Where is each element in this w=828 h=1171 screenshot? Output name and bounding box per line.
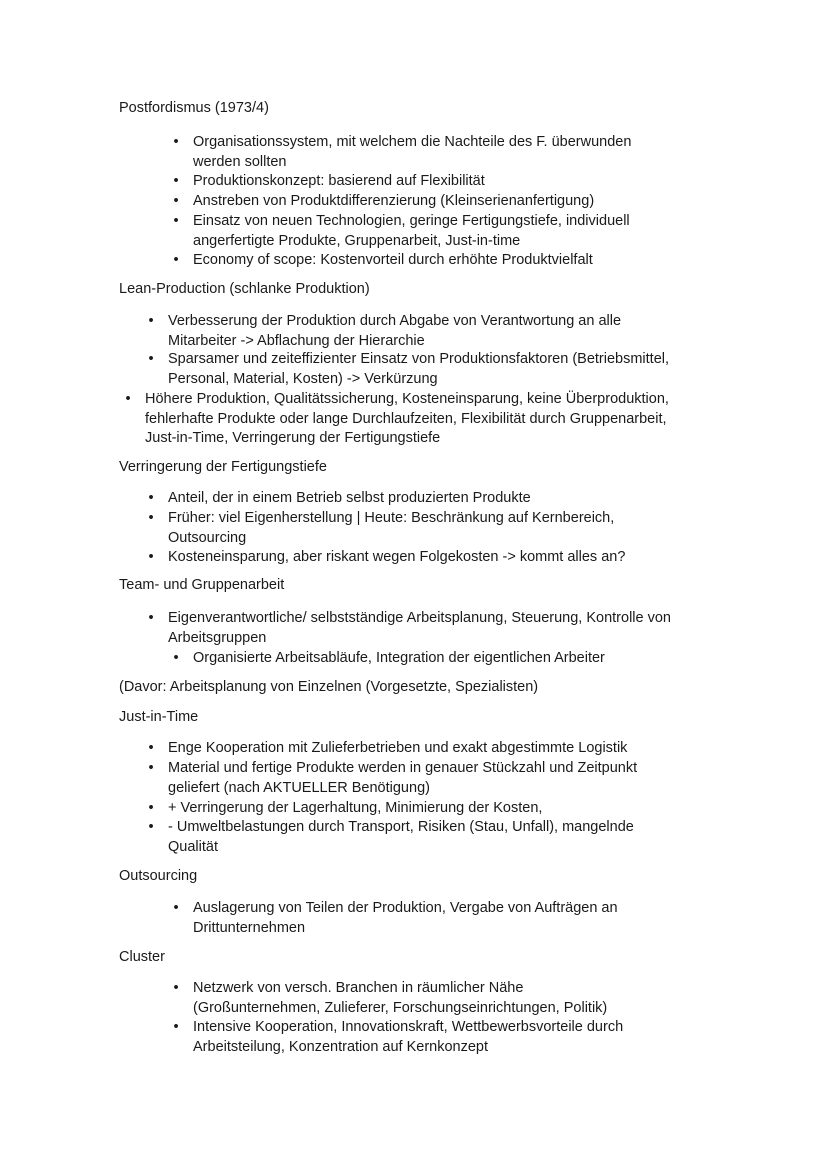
bullet-text-line: Intensive Kooperation, Innovationskraft, Wettbewerbsvorteile durch: [193, 1019, 624, 1035]
section-heading: Outsourcing: [119, 868, 198, 884]
bullet-icon: •: [173, 193, 179, 209]
bullet-text-line: Auslagerung von Teilen der Produktion, Vergabe von Aufträgen an: [193, 900, 618, 916]
bullet-icon: •: [173, 134, 179, 150]
bullet-text-line: fehlerhafte Produkte oder lange Durchlaufzeiten, Flexibilität durch Gruppenarbeit,: [145, 410, 667, 427]
bullet-text-line: Enge Kooperation mit Zulieferbetrieben und exakt abgestimmte Logistik: [168, 740, 628, 756]
bullet-icon: •: [173, 980, 179, 996]
bullet-text-line: Eigenverantwortliche/ selbstständige Arbeitsplanung, Steuerung, Kontrolle von: [168, 610, 671, 626]
bullet-icon: •: [148, 819, 154, 835]
section-heading: Cluster: [119, 949, 165, 965]
bullet-icon: •: [148, 760, 154, 776]
bullet-text-line: Anstreben von Produktdifferenzierung (Kleinserienanfertigung): [193, 193, 595, 209]
bullet-text-line: Organisierte Arbeitsabläufe, Integration der eigentlichen Arbeiter: [193, 650, 605, 666]
bullet-text-line: Material und fertige Produkte werden in genauer Stückzahl und Zeitpunkt: [168, 760, 638, 776]
bullet-icon: •: [148, 510, 154, 526]
bullet-text-line: Personal, Material, Kosten) -> Verkürzung: [168, 370, 438, 387]
section-heading: Just-in-Time: [119, 709, 199, 725]
bullet-text-line: Economy of scope: Kostenvorteil durch erhöhte Produktvielfalt: [193, 252, 593, 268]
bullet-text-line: Früher: viel Eigenherstellung | Heute: Beschränkung auf Kernbereich,: [168, 510, 615, 526]
bullet-text-line: Produktionskonzept: basierend auf Flexibilität: [193, 173, 485, 189]
bullet-text-line: - Umweltbelastungen durch Transport, Risiken (Stau, Unfall), mangelnde: [168, 819, 634, 835]
bullet-icon: •: [148, 490, 154, 506]
bullet-text-line: geliefert (nach AKTUELLER Benötigung): [168, 779, 430, 796]
bullet-text-line: Verbesserung der Produktion durch Abgabe von Verantwortung an alle: [168, 313, 622, 329]
bullet-icon: •: [148, 313, 154, 329]
bullet-text-line: Einsatz von neuen Technologien, geringe Fertigungstiefe, individuell: [193, 213, 630, 229]
bullet-text-line: Sparsamer und zeiteffizienter Einsatz von Produktionsfaktoren (Betriebsmittel,: [168, 351, 670, 367]
bullet-text-line: Qualität: [168, 838, 218, 855]
section-heading: Lean-Production (schlanke Produktion): [119, 281, 370, 297]
section-heading: Verringerung der Fertigungstiefe: [119, 459, 327, 475]
bullet-text-line: Höhere Produktion, Qualitätssicherung, Kosteneinsparung, keine Überproduktion,: [145, 391, 669, 407]
bullet-icon: •: [173, 650, 179, 666]
bullet-text-line: Anteil, der in einem Betrieb selbst produzierten Produkte: [168, 490, 531, 506]
bullet-icon: •: [173, 173, 179, 189]
bullet-text-line: angerfertigte Produkte, Gruppenarbeit, Just-in-time: [193, 232, 521, 249]
bullet-text-line: Mitarbeiter -> Abflachung der Hierarchie: [168, 332, 425, 349]
bullet-text-line: werden sollten: [193, 153, 287, 170]
bullet-icon: •: [173, 252, 179, 268]
bullet-text-line: Arbeitsgruppen: [168, 629, 267, 646]
bullet-text-line: Just-in-Time, Verringerung der Fertigungstiefe: [145, 430, 441, 446]
bullet-icon: •: [173, 1019, 179, 1035]
bullet-text-line: Organisationssystem, mit welchem die Nachteile des F. überwunden: [193, 134, 632, 150]
bullet-icon: •: [125, 391, 131, 407]
bullet-icon: •: [173, 900, 179, 916]
section-heading: (Davor: Arbeitsplanung von Einzelnen (Vorgesetzte, Spezialisten): [119, 679, 539, 695]
bullet-text-line: Kosteneinsparung, aber riskant wegen Folgekosten -> kommt alles an?: [168, 549, 626, 565]
bullet-text-line: Drittunternehmen: [193, 919, 306, 936]
bullet-icon: •: [148, 549, 154, 565]
bullet-text-line: Outsourcing: [168, 529, 247, 546]
bullet-text-line: Netzwerk von versch. Branchen in räumlicher Nähe: [193, 980, 524, 996]
bullet-icon: •: [148, 610, 154, 626]
section-heading: Team- und Gruppenarbeit: [119, 577, 285, 593]
bullet-icon: •: [173, 213, 179, 229]
bullet-icon: •: [148, 351, 154, 367]
bullet-text-line: + Verringerung der Lagerhaltung, Minimierung der Kosten,: [168, 800, 543, 816]
bullet-icon: •: [148, 740, 154, 756]
bullet-text-line: (Großunternehmen, Zulieferer, Forschungseinrichtungen, Politik): [193, 999, 608, 1016]
bullet-text-line: Arbeitsteilung, Konzentration auf Kernkonzept: [193, 1038, 489, 1055]
section-heading: Postfordismus (1973/4): [119, 100, 269, 116]
bullet-icon: •: [148, 800, 154, 816]
